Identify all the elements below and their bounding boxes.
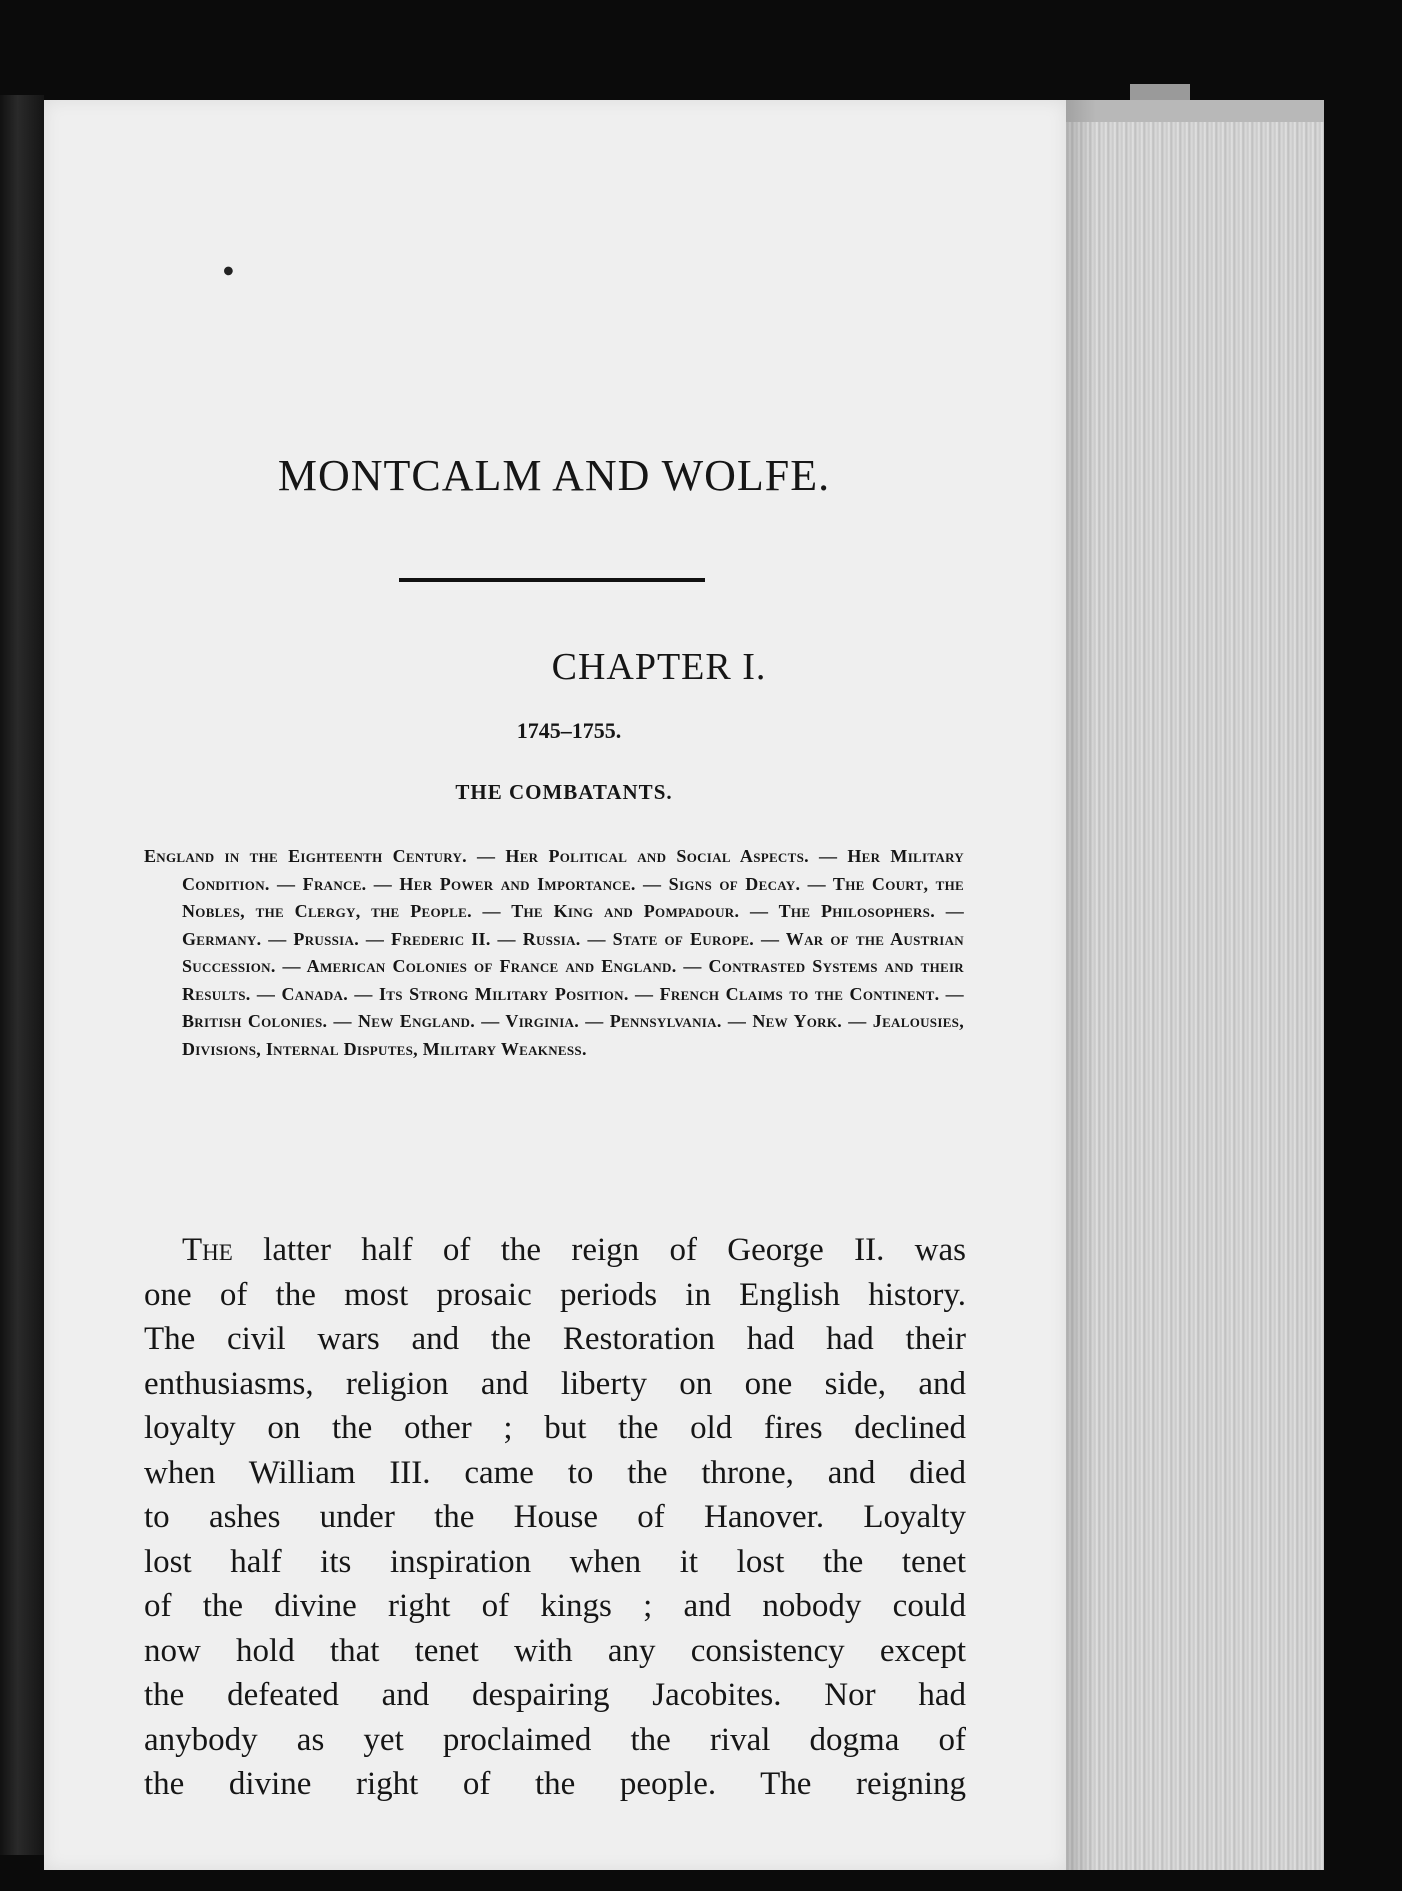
body-line: enthusiasms, religion and liberty on one side, and	[144, 1365, 966, 1402]
body-line: when William III. came to the throne, and died	[144, 1454, 966, 1491]
lead-word: The	[182, 1232, 233, 1268]
title-rule	[399, 578, 705, 582]
body-line: one of the most prosaic periods in English history.	[144, 1276, 966, 1313]
body-line: The latter half of the reign of George II. was	[182, 1232, 966, 1268]
body-line: the divine right of the people. The reigning	[144, 1766, 966, 1802]
body-line: The civil wars and the Restoration had had their	[144, 1321, 966, 1357]
body-line: to ashes under the House of Hanover. Loyalty	[144, 1499, 966, 1535]
left-binding-edge	[0, 95, 44, 1855]
page	[44, 100, 1066, 1870]
chapter-subtitle: THE COMBATANTS.	[455, 780, 673, 804]
book-title: MONTCALM AND WOLFE.	[277, 451, 831, 500]
chapter-dates: 1745–1755.	[516, 718, 622, 743]
body-line: now hold that tenet with any consistency except	[144, 1632, 966, 1669]
scan-mark: •	[213, 253, 243, 292]
body-line: loyalty on the other ; but the old fires declined	[144, 1410, 966, 1446]
body-line: anybody as yet proclaimed the rival dogma of	[144, 1721, 966, 1758]
body-paragraph	[144, 1228, 966, 1807]
chapter-heading: CHAPTER I.	[551, 646, 767, 688]
chapter-summary: England in the Eighteenth Century. — Her Political and Social Aspects. — Her Military Condition. — France. — Her Power and Importance. — Signs of Decay. — The Court, the Nobles, the Clergy, the People. — The King and Pompadour. — The Philosophers. — Germany. — Prussia. — Frederic II. — Russia. — State of Europe. — War of the Austrian Succession. — American Colonies of France and England. — Contrasted Systems and their Results. — Canada. — Its Strong Military Position. — French Claims to the Continent. — British Colonies. — New England. — Virginia. — Pennsylvania. — New York. — Jealousies, Divisions, Internal Disputes, Military Weakness.	[144, 846, 964, 1059]
body-line: of the divine right of kings ; and nobody could	[144, 1588, 966, 1624]
body-line: lost half its inspiration when it lost the tenet	[144, 1543, 966, 1580]
body-line: the defeated and despairing Jacobites. Nor had	[144, 1677, 966, 1713]
page-stack-edge	[1066, 100, 1324, 1870]
